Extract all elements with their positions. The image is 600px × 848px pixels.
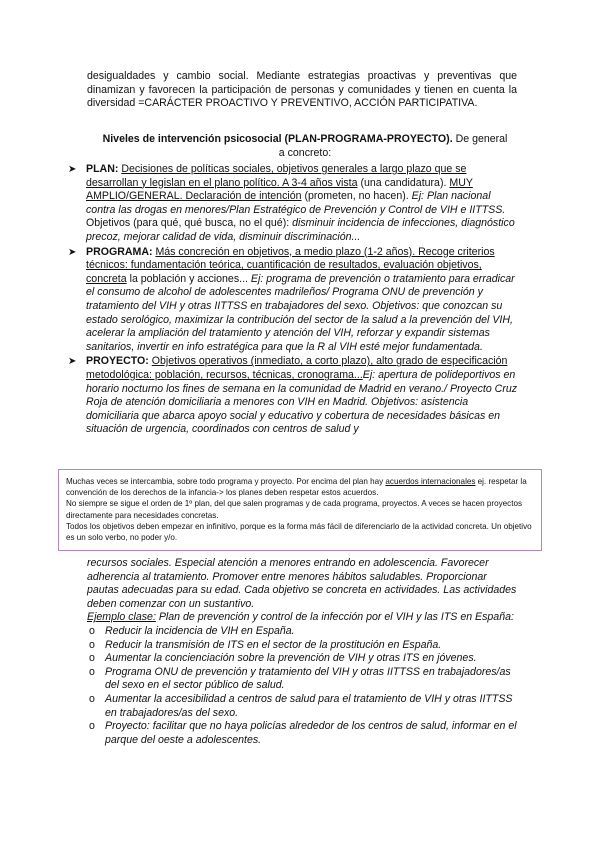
- circle-bullet-icon: o: [89, 624, 95, 637]
- list-item: [87, 639, 517, 653]
- programa-example: Ej: programa de prevención o tratamiento para erradicar el consumo de alcohol de adolescentes madrileños/ Programa ONU de prevención y tratamiento del VIH y otras IITTSS en trabajadores del sexo. Objetivos: que conozcan su estado serológico, maximizar la contribución del sector de la salud a la prevención del VIH, acelerar la ampliación del tratamiento y atención del VIH, reforzar y expandir sistemas sanitarios, invertir en info estratégica para que la R al VIH esté mejor fundamentada.: [86, 272, 515, 353]
- example-text: Plan de prevención y control de la infección por el VIH y las ITS en España:: [155, 611, 514, 624]
- note-p1-u: acuerdos internacionales: [385, 477, 476, 486]
- arrow-bullet-icon: ➤: [68, 356, 77, 368]
- plan-scope: MUY AMPLIO/GENERAL. Declaración de intención: [86, 176, 473, 203]
- plan-objectives-label: Objetivos (para qué, qué busca, no el qué):: [86, 217, 293, 230]
- programa-label: PROGRAMA:: [86, 245, 153, 258]
- heading-rest: De general a concreto:: [278, 133, 508, 159]
- proyecto-example: Ej: apertura de polideportivos en horario nocturno los fines de semana en la comunidad de Madrid en verano./ Proyecto Cruz Roja de atención domiciliaria a menores con VIH en Madrid. Objetivos: asistencia domiciliaria que abarca apoyo social y educativo y cobertura de necesidades básicas en situación de urgencia, coordinados con centros de salud y: [86, 368, 518, 436]
- list-item: [87, 625, 517, 639]
- heading-bold: Niveles de intervención psicosocial (PLAN-PROGRAMA-PROYECTO).: [102, 133, 453, 145]
- proyecto-label: PROYECTO:: [86, 355, 149, 368]
- section-heading: [100, 133, 510, 160]
- levels-list: [66, 163, 521, 438]
- note-p1: [66, 476, 534, 498]
- list-item-plan: [66, 163, 521, 245]
- programa-note: la población y acciones...: [126, 272, 251, 285]
- arrow-bullet-icon: ➤: [68, 164, 77, 175]
- list-item: [87, 693, 517, 720]
- example-item: Aumentar la accesibilidad a centros de salud para el tratamiento de VIH y otras IITTSS en trabajadores/as del sexo.: [105, 692, 513, 719]
- example-item: Proyecto: facilitar que no haya policías alrededor de los centros de salud, informar en el parque del oeste a adolescentes.: [105, 720, 517, 746]
- note-p1-b: ej. respetar la convención de los derechos de la infancia-> los planes deben respetar estos acuerdos.: [66, 477, 527, 498]
- circle-bullet-icon: o: [89, 665, 95, 678]
- note-p3: Todos los objetivos deben empezar en infinitivo, porque es la forma más fácil de diferenciarlo de la actividad concreta. Un objetivo es un solo verbo, no poder y/o.: [66, 521, 532, 543]
- plan-note: (una candidatura).: [357, 176, 450, 189]
- plan-def: Decisiones de políticas sociales, objetivos generales a largo plazo que se desarrollan y legislan en el plano político. A 3-4 años vista: [86, 163, 467, 189]
- circle-bullet-icon: o: [89, 638, 95, 651]
- plan-example: Ej: Plan nacional contra las drogas en menores/Plan Estratégico de Prevención y Control de VIH e IITTSS.: [86, 190, 506, 216]
- circle-bullet-icon: o: [89, 692, 95, 705]
- continuation-text: recursos sociales. Especial atención a menores entrando en adolescencia. Favorecer adherencia al tratamiento. Promover entre menores hábitos saludables. Proporcionar pautas adecuadas para su edad. Cada objetivo se concreta en actividades. Las actividades deben comenzar con un sustantivo.: [87, 557, 517, 610]
- proyecto-def: Objetivos operativos (inmediato, a corto plazo), alto grado de especificación metodológica: población, recursos, técnicas, cronograma...: [86, 355, 508, 381]
- list-item-proyecto: [66, 355, 521, 437]
- note-p1-a: Muchas veces se intercambia, sobre todo programa y proyecto. Por encima del plan hay: [66, 477, 386, 486]
- circle-bullet-icon: o: [89, 720, 95, 733]
- example-item: Aumentar la concienciación sobre la prevención de VIH y otras ITS en jóvenes.: [105, 652, 477, 665]
- plan-label: PLAN:: [86, 163, 119, 175]
- continuation-block: [87, 557, 517, 747]
- example-item: Reducir la incidencia de VIH en España.: [105, 624, 295, 637]
- list-item: [87, 652, 517, 666]
- example-item: Programa ONU de prevención y tratamiento del VIH y otras IITTSS en trabajadores/as del sexo en el sector público de salud.: [105, 665, 511, 692]
- plan-objectives: disminuir incidencia de infecciones, diagnóstico precoz, mejorar calidad de vida, disminuir discriminación...: [86, 217, 515, 243]
- plan-note-2: (prometen, no hacen).: [301, 190, 412, 203]
- circle-bullet-icon: o: [89, 652, 95, 665]
- example-heading: [87, 611, 517, 625]
- list-item: [87, 720, 517, 747]
- note-p2: No siempre se sigue el orden de 1º plan, del que salen programas y de cada programa, proyectos. A veces se hacen proyectos directamente para necesidades concretas.: [66, 499, 523, 520]
- arrow-bullet-icon: ➤: [68, 246, 77, 258]
- programa-def: Más concreción en objetivos, a medio plazo (1-2 años). Recoge criterios técnicos: fundamentación teórica, cuantificación de resultados, evaluación objetivos, concreta: [86, 245, 495, 285]
- comment-box: [58, 469, 542, 551]
- list-item-programa: [66, 246, 521, 355]
- list-item: [87, 666, 517, 693]
- example-label: Ejemplo clase:: [87, 611, 156, 624]
- intro-paragraph: desigualdades y cambio social. Mediante estrategias proactivas y preventivas que dinamizan y favorecen la participación de personas y comunidades y tienen en cuenta la diversidad =CARÁCTER PROACTIVO Y PREVENTIVO, ACCIÓN PARTICIPATIVA.: [87, 70, 517, 110]
- example-item: Reducir la transmisión de ITS en el sector de la prostitución en España.: [105, 638, 442, 651]
- example-list: [87, 625, 517, 747]
